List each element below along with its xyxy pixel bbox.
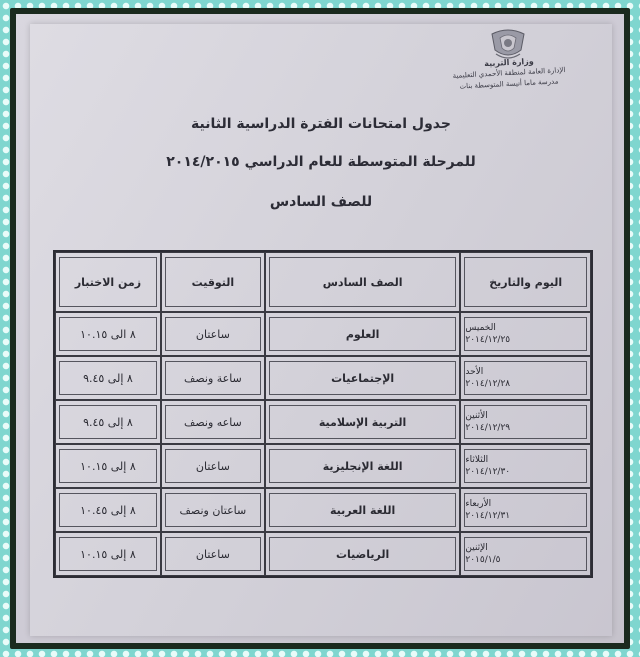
date-cell xyxy=(460,444,591,488)
header-time: التوقيت xyxy=(161,252,265,312)
time-cell: ساعه ونصف xyxy=(161,400,265,444)
title-schedule: جدول امتحانات الفترة الدراسية الثانية xyxy=(191,116,451,132)
date-text: ٢٠١٤/١٢/٢٥ xyxy=(465,335,511,345)
date-cell xyxy=(460,312,591,356)
date-text: ٢٠١٤/١٢/٣١ xyxy=(465,511,511,521)
document-page xyxy=(30,24,612,636)
table-row xyxy=(55,488,591,532)
date-text: ٢٠١٤/١٢/٢٨ xyxy=(465,379,511,389)
table-header-row xyxy=(55,252,591,312)
date-text: ٢٠١٥/١/٥ xyxy=(465,555,501,565)
period-cell: ٨ إلى ١٠.١٥ xyxy=(55,532,161,576)
logo-school-text: مدرسة ماما أنيسة المتوسطة بنات xyxy=(459,77,559,91)
time-cell: ساعة ونصف xyxy=(161,356,265,400)
table-row xyxy=(55,400,591,444)
header-subject: الصف السادس xyxy=(265,252,461,312)
date-cell xyxy=(460,532,591,576)
logo-ministry-text: وزارة التربية xyxy=(484,56,534,69)
table-row xyxy=(55,312,591,356)
title-stage-year: للمرحلة المتوسطة للعام الدراسي ٢٠١٤/٢٠١٥ xyxy=(166,154,476,170)
date-text: ٢٠١٤/١٢/٢٩ xyxy=(465,423,511,433)
day-text: الأربعاء xyxy=(465,499,492,509)
paper-sheet xyxy=(16,14,624,643)
period-cell: ٨ إلى ١٠.٤٥ xyxy=(55,488,161,532)
period-cell: ٨ إلى ٩.٤٥ xyxy=(55,356,161,400)
date-cell xyxy=(460,488,591,532)
header-period: زمن الاختبار xyxy=(55,252,161,312)
period-cell: ٨ الى ١٠.١٥ xyxy=(55,312,161,356)
day-text: الثلاثاء xyxy=(465,455,489,465)
time-cell: ساعتان ونصف xyxy=(161,488,265,532)
subject-cell: الرياضيات xyxy=(265,532,461,576)
day-text: الخميس xyxy=(465,323,496,333)
subject-cell: اللغة العربية xyxy=(265,488,461,532)
logo-district-text: الإدارة العامة لمنطقة الأحمدي التعليمية xyxy=(452,66,566,80)
time-cell: ساعتان xyxy=(161,532,265,576)
subject-cell: التربية الإسلامية xyxy=(265,400,461,444)
date-cell xyxy=(460,356,591,400)
date-cell xyxy=(460,400,591,444)
day-text: الأثنين xyxy=(465,411,488,421)
subject-cell: العلوم xyxy=(265,312,461,356)
table-row xyxy=(55,356,591,400)
time-cell: ساعتان xyxy=(161,312,265,356)
date-text: ٢٠١٤/١٢/٣٠ xyxy=(465,467,511,477)
subject-cell: الإجتماعيات xyxy=(265,356,461,400)
day-text: الإثنين xyxy=(465,543,488,553)
table-row xyxy=(55,532,591,576)
period-cell: ٨ إلى ١٠.١٥ xyxy=(55,444,161,488)
period-cell: ٨ إلى ٩.٤٥ xyxy=(55,400,161,444)
exam-schedule-table xyxy=(53,250,593,578)
subject-cell: اللغة الإنجليزية xyxy=(265,444,461,488)
time-cell: ساعتان xyxy=(161,444,265,488)
ministry-logo xyxy=(444,28,574,92)
title-grade: للصف السادس xyxy=(269,194,373,210)
header-date: اليوم والتاريخ xyxy=(460,252,591,312)
exam-table-wrapper xyxy=(53,250,593,578)
table-row xyxy=(55,444,591,488)
day-text: الأحد xyxy=(465,367,484,377)
